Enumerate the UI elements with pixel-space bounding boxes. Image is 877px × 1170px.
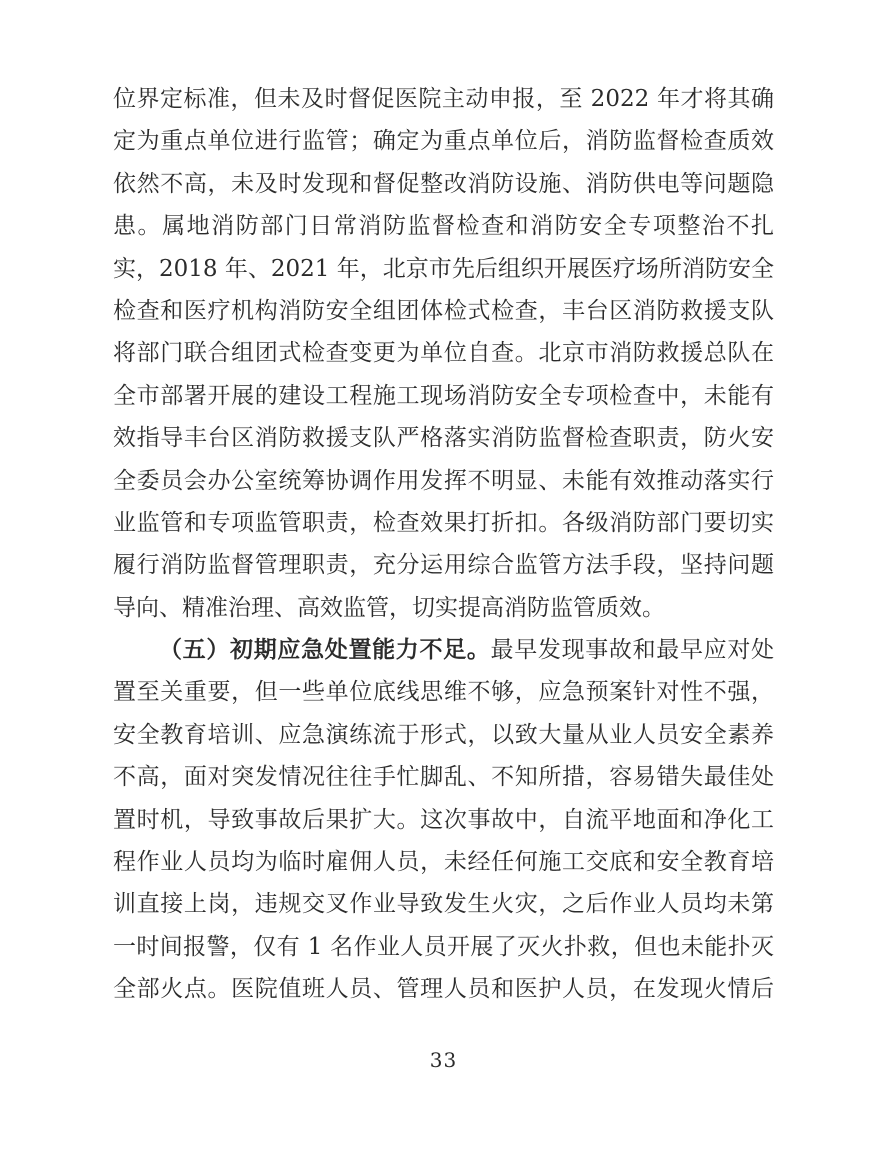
text-segment: 位界定标准，但未及时督促医院主动申报，至 2022 年才将其确 bbox=[113, 86, 774, 112]
text-line bbox=[113, 629, 774, 671]
text-line bbox=[113, 968, 774, 1010]
text-segment: 检查和医疗机构消防安全组团体检式检查，丰台区消防救援支队 bbox=[113, 297, 774, 324]
text-line bbox=[113, 883, 774, 925]
text-segment: 全部火点。医院值班人员、管理人员和医护人员，在发现火情后 bbox=[113, 976, 774, 1003]
text-segment: 不高，面对突发情况往往手忙脚乱、不知所措，容易错失最佳处 bbox=[113, 764, 774, 791]
text-segment: 训直接上岗，违规交叉作业导致发生火灾，之后作业人员均未第 bbox=[113, 891, 774, 918]
text-line bbox=[113, 671, 774, 713]
text-line bbox=[113, 926, 774, 968]
text-line bbox=[113, 714, 774, 756]
text-segment: 最早发现事故和最早应对处 bbox=[490, 637, 775, 664]
body-text bbox=[113, 78, 774, 1011]
text-segment: 置时机，导致事故后果扩大。这次事故中，自流平地面和净化工 bbox=[113, 806, 774, 833]
text-line bbox=[113, 756, 774, 798]
text-segment: 将部门联合组团式检查变更为单位自查。北京市消防救援总队在 bbox=[113, 340, 774, 367]
text-line bbox=[113, 332, 774, 374]
text-segment: 一时间报警，仅有 1 名作业人员开展了灭火扑救，但也未能扑灭 bbox=[113, 933, 774, 960]
text-segment: 定为重点单位进行监管；确定为重点单位后，消防监督检查质效 bbox=[113, 128, 774, 155]
text-line bbox=[113, 290, 774, 332]
text-segment: 安全教育培训、应急演练流于形式，以致大量从业人员安全素养 bbox=[113, 721, 774, 748]
text-line bbox=[113, 78, 774, 120]
text-line bbox=[113, 544, 774, 586]
text-segment: 导向、精准治理、高效监管，切实提高消防监管质效。 bbox=[113, 594, 665, 621]
section-heading: （五）初期应急处置能力不足。 bbox=[159, 636, 491, 664]
text-segment: 实，2018 年、2021 年，北京市先后组织开展医疗场所消防安全 bbox=[113, 255, 774, 282]
text-line bbox=[113, 502, 774, 544]
text-line bbox=[113, 799, 774, 841]
page-number: 33 bbox=[429, 1048, 458, 1072]
text-segment: 依然不高，未及时发现和督促整改消防设施、消防供电等问题隐 bbox=[113, 170, 774, 197]
text-segment: 履行消防监督管理职责，充分运用综合监管方法手段，坚持问题 bbox=[113, 552, 774, 579]
text-line bbox=[113, 163, 774, 205]
text-segment: 全市部署开展的建设工程施工现场消防安全专项检查中，未能有 bbox=[113, 382, 774, 409]
text-segment: 置至关重要，但一些单位底线思维不够，应急预案针对性不强， bbox=[113, 679, 774, 706]
text-line bbox=[113, 587, 774, 629]
text-line bbox=[113, 205, 774, 247]
text-line bbox=[113, 841, 774, 883]
text-segment: 全委员会办公室统筹协调作用发挥不明显、未能有效推动落实行 bbox=[113, 467, 774, 494]
text-line bbox=[113, 460, 774, 502]
text-segment: 患。属地消防部门日常消防监督检查和消防安全专项整治不扎 bbox=[113, 213, 774, 240]
text-segment: 程作业人员均为临时雇佣人员，未经任何施工交底和安全教育培 bbox=[113, 849, 774, 876]
text-line bbox=[113, 248, 774, 290]
text-segment: 业监管和专项监管职责，检查效果打折扣。各级消防部门要切实 bbox=[113, 509, 774, 536]
text-line bbox=[113, 120, 774, 162]
text-line bbox=[113, 417, 774, 459]
text-line bbox=[113, 375, 774, 417]
text-segment: 效指导丰台区消防救援支队严格落实消防监督检查职责，防火安 bbox=[113, 425, 774, 452]
